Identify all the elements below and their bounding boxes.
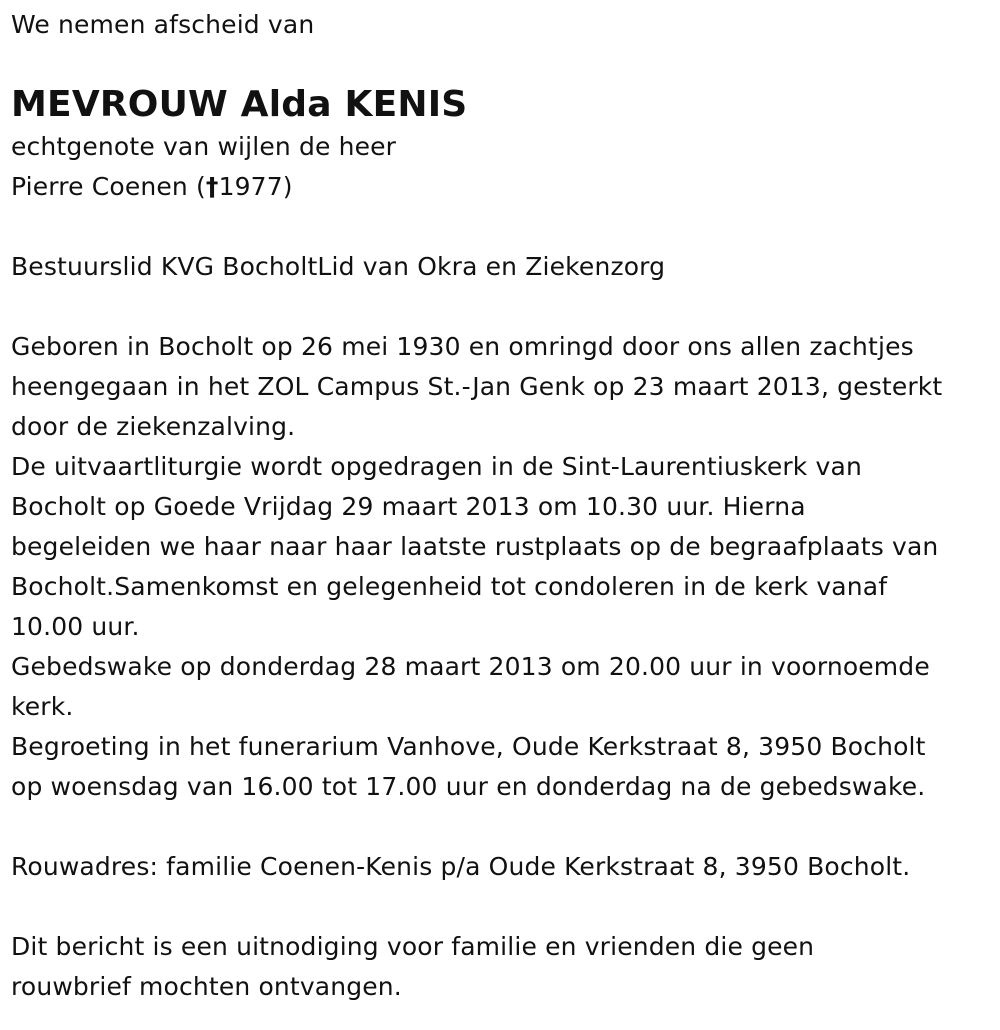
spouse-line-2 <box>11 167 996 207</box>
closing-paragraph <box>11 927 996 1007</box>
body-line: Begroeting in het funerarium Vanhove, Oude Kerkstraat 8, 3950 Bocholt <box>11 732 926 761</box>
body-line: 10.00 uur. <box>11 612 140 641</box>
body-line: Geboren in Bocholt op 26 mei 1930 en omringd door ons allen zachtjes <box>11 332 914 361</box>
body-line: Bocholt.Samenkomst en gelegenheid tot condoleren in de kerk vanaf <box>11 572 888 601</box>
body-paragraph <box>11 327 996 807</box>
body-line: heengegaan in het ZOL Campus St.-Jan Genk op 23 maart 2013, gesterkt <box>11 372 943 401</box>
deceased-name: MEVROUW Alda KENIS <box>11 84 468 125</box>
closing-line: rouwbrief mochten ontvangen. <box>11 972 402 1001</box>
mourning-address: Rouwadres: familie Coenen-Kenis p/a Oude Kerkstraat 8, 3950 Bocholt. <box>11 852 911 881</box>
spacer <box>11 287 996 327</box>
closing-line: Dit bericht is een uitnodiging voor familie en vrienden die geen <box>11 932 815 961</box>
body-line: kerk. <box>11 692 74 721</box>
spacer <box>11 207 996 247</box>
body-line: door de ziekenzalving. <box>11 412 296 441</box>
spacer <box>11 887 996 927</box>
spacer <box>11 807 996 847</box>
body-line: begeleiden we haar naar haar laatste rustplaats op de begraafplaats van <box>11 532 939 561</box>
memberships-text: Bestuurslid KVG BocholtLid van Okra en Ziekenzorg <box>11 252 666 281</box>
spouse-line-1: echtgenote van wijlen de heer <box>11 132 397 161</box>
body-line: Bocholt op Goede Vrijdag 29 maart 2013 om 10.30 uur. Hierna <box>11 492 806 521</box>
body-line: op woensdag van 16.00 tot 17.00 uur en donderdag na de gebedswake. <box>11 772 926 801</box>
body-line: Gebedswake op donderdag 28 maart 2013 om 20.00 uur in voornoemde <box>11 652 930 681</box>
cross-icon: † <box>205 172 219 201</box>
obituary-notice <box>11 0 996 1007</box>
spouse-name: Pierre Coenen ( <box>11 172 206 201</box>
intro-text: We nemen afscheid van <box>11 10 315 39</box>
body-line: De uitvaartliturgie wordt opgedragen in de Sint-Laurentiuskerk van <box>11 452 862 481</box>
spacer <box>11 45 996 83</box>
spouse-death-year: 1977) <box>218 172 293 201</box>
